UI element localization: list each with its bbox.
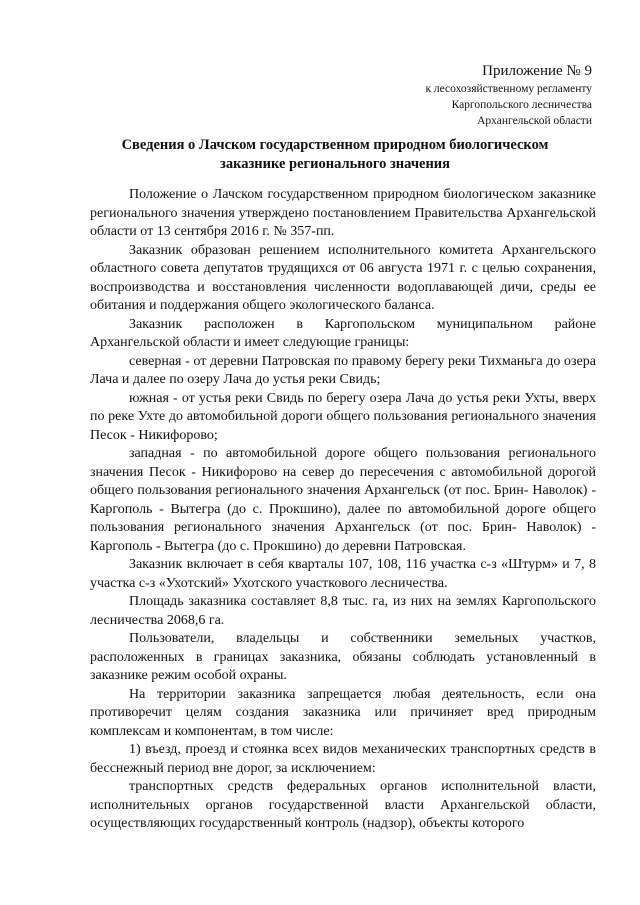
paragraph-area: Площадь заказника составляет 8,8 тыс. га, из них на землях Каргопольского лесничества 2068,6 га.: [90, 594, 596, 628]
paragraph-founding: Заказник образован решением исполнительного комитета Архангельского областного совета депутатов трудящихся от 06 августа 1971 г. с целью сохранения, воспроизводства и восстановления численности водоплавающей дичи, среды ее обитания и поддержания общего экологического баланса.: [90, 242, 596, 313]
paragraph-border-north: северная - от деревни Патровская по правому берегу реки Тихманьга до озера Лача и далее по озеру Лача до устья реки Свидь;: [90, 353, 596, 387]
paragraph-location: Заказник расположен в Каргопольском муниципальном районе Архангельской области и имеет следующие границы:: [90, 316, 596, 350]
paragraph-owners: Пользователи, владельцы и собственники земельных участков, расположенных в границах заказника, обязаны соблюдать установленный в заказнике режим особой охраны.: [90, 631, 596, 683]
paragraph-regulation: Положение о Лачском государственном природном биологическом заказнике регионального значения утверждено постановлением Правительства Архангельской области от 13 сентября 2016 г. № 357-пп.: [90, 187, 596, 239]
paragraph-border-south: южная - от устья реки Свидь по берегу озера Лача до устья реки Ухты, вверх по реке Ухте до автомобильной дороги общего пользования регионального значения Песок - Никифорово;: [90, 390, 596, 443]
title-line-1: Сведения о Лачском государственном природном биологическом: [121, 137, 549, 153]
paragraph-item-1: 1) въезд, проезд и стоянка всех видов механических транспортных средств в бесснежный период вне дорог, за исключением:: [90, 742, 596, 776]
title-line-2: заказнике регионального значения: [220, 156, 450, 172]
paragraph-prohibitions: На территории заказника запрещается любая деятельность, если она противоречит целям создания заказника или причиняет вред природным комплексам и компонентам, в том числе:: [90, 686, 596, 739]
appendix-number: Приложение № 9: [482, 63, 592, 79]
appendix-line-1: к лесохозяйственному регламенту: [425, 83, 592, 95]
appendix-line-2: Каргопольского лесничества: [451, 99, 592, 111]
document-body: [90, 186, 596, 834]
document-title: [95, 136, 575, 174]
appendix-line-3: Архангельской области: [477, 115, 592, 127]
paragraph-quarters: Заказник включает в себя кварталы 107, 108, 116 участка с-з «Штурм» и 7, 8 участка с-з «Ухотский» Ухотского участкового лесничества.: [90, 557, 596, 591]
appendix-header: [292, 62, 592, 129]
paragraph-exception: транспортных средств федеральных органов исполнительной власти, исполнительных органов государственной власти Архангельской области, осуществляющих государственный контроль (надзор), объекты которого: [90, 779, 596, 831]
paragraph-border-west: западная - по автомобильной дороге общего пользования регионального значения Песок - Никифорово на север до пересечения с автомобильной дорогой общего пользования регионального значения Архангельск (от пос. Брин- Наволок) - Каргополь - Вытегра (до с. Прокшино), далее по автомобильной дороге общего пользования регионального значения Архангельск (от пос. Брин- Наволок) - Каргополь - Вытегра (до с. Прокшино) до деревни Патровская.: [90, 446, 596, 554]
